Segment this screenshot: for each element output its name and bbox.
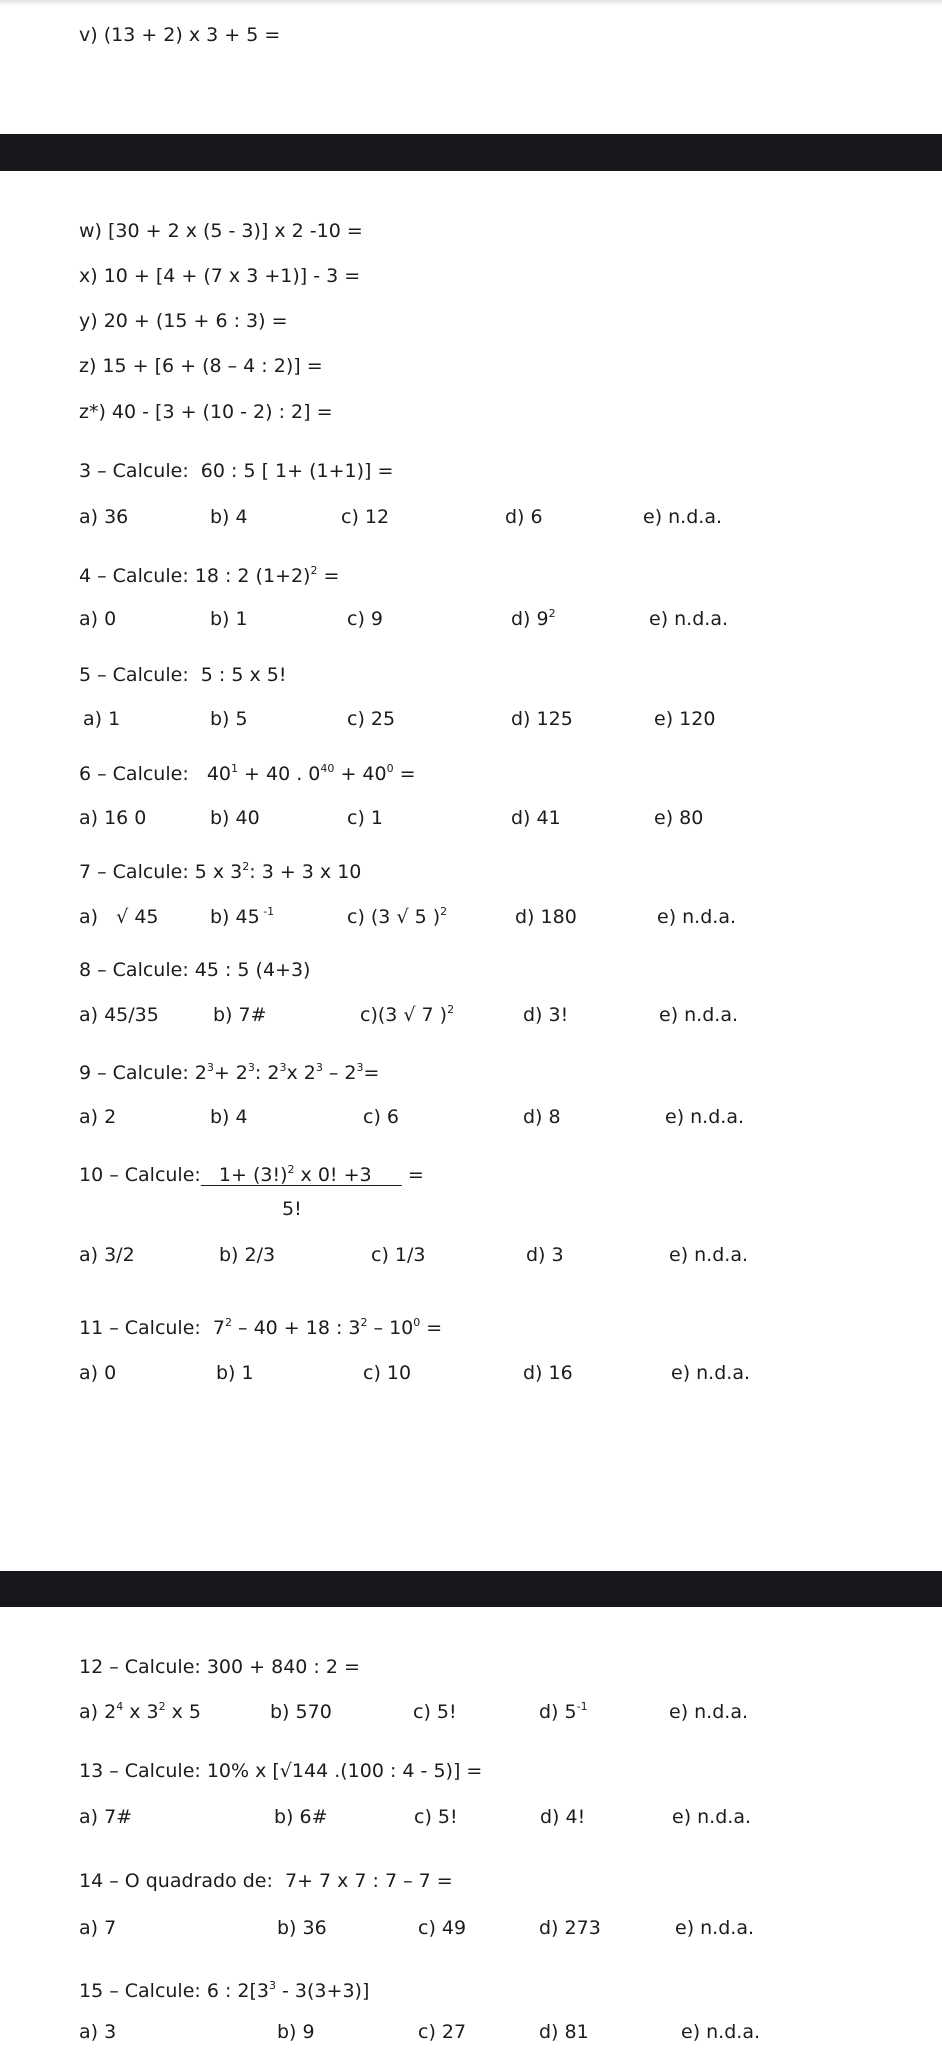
question-3: 3 – Calcule: 60 : 5 [ 1+ (1+1)] =: [79, 460, 394, 482]
q4-option-d: d) $9^2$: [511, 607, 556, 630]
q5-option-e: e) 120: [654, 708, 716, 730]
q3-option-e: e) n.d.a.: [643, 506, 723, 528]
q4-option-e: e) n.d.a.: [649, 608, 729, 630]
q13-option-b: b) 6#: [274, 1806, 328, 1828]
q8-option-b: b) 7#: [213, 1004, 267, 1026]
q12-option-c: c) 5!: [413, 1701, 457, 1723]
q7-option-b: b) 45 $^{-1}$: [210, 905, 275, 928]
question-11: 11 – Calcule: $7^2 - 40 + 18$ : $3^2 - 10^0$ =: [79, 1316, 443, 1339]
q13-option-c: c) 5!: [414, 1806, 458, 1828]
fraction-numerator: $1+ (3!)^2$ x 0! +3: [200, 1163, 402, 1186]
exercise-y: y) 20 + (15 + 6 : 3) =: [79, 310, 288, 332]
q4-option-c: c) 9: [347, 608, 383, 630]
q11-option-d: d) 16: [523, 1362, 573, 1384]
q15-option-d: d) 81: [539, 2021, 589, 2043]
q6-option-c: c) 1: [347, 807, 383, 829]
q15-option-a: a) 3: [79, 2021, 117, 2043]
q9-option-c: c) 6: [363, 1106, 399, 1128]
q13-option-d: d) 4!: [540, 1806, 586, 1828]
exercise-z: z) 15 + [6 + (8 – 4 : 2)] =: [79, 355, 323, 377]
q5-option-b: b) 5: [210, 708, 248, 730]
question-12: 12 – Calcule: 300 + 840 : 2 =: [79, 1656, 360, 1678]
q7-option-a: a) √ 45: [79, 906, 159, 928]
q15-option-b: b) 9: [277, 2021, 315, 2043]
question-14: 14 – O quadrado de: 7+ 7 x 7 : 7 – 7 =: [79, 1870, 453, 1892]
q11-option-e: e) n.d.a.: [671, 1362, 751, 1384]
q7-option-d: d) 180: [515, 906, 577, 928]
question-9: 9 – Calcule: $2^3+ 2^3$: $2^3x$ $2^3 - 2^3=$: [79, 1061, 380, 1084]
q9-option-a: a) 2: [79, 1106, 117, 1128]
q12-option-e: e) n.d.a.: [669, 1701, 749, 1723]
q15-option-c: c) 27: [418, 2021, 467, 2043]
q7-option-c: c) (3 √ 5 )$^2$: [347, 905, 448, 928]
q14-option-e: e) n.d.a.: [675, 1917, 755, 1939]
q11-option-c: c) 10: [363, 1362, 412, 1384]
exercise-x: x) 10 + [4 + (7 x 3 +1)] - 3 =: [79, 265, 361, 287]
q10-option-c: c) 1/3: [371, 1244, 426, 1266]
q13-option-a: a) 7#: [79, 1806, 133, 1828]
q7-option-e: e) n.d.a.: [657, 906, 737, 928]
q12-option-d: d) $5^{-1}$: [539, 1700, 588, 1723]
question-15: 15 – Calcule: 6 : $2[3^3 - 3(3+3)]$: [79, 1979, 370, 2002]
exercise-v: v) (13 + 2) x 3 + 5 =: [79, 24, 281, 46]
q14-option-c: c) 49: [418, 1917, 467, 1939]
question-6: 6 – Calcule: $40^1 + 40$ . $0^{40} + 40^0$ =: [79, 762, 416, 785]
question-8: 8 – Calcule: 45 : 5 (4+3): [79, 959, 311, 981]
q3-option-d: d) 6: [505, 506, 543, 528]
question-5: 5 – Calcule: 5 : 5 x 5!: [79, 664, 287, 686]
q8-option-e: e) n.d.a.: [659, 1004, 739, 1026]
exercise-z-star: z*) 40 - [3 + (10 - 2) : 2] =: [79, 401, 333, 423]
q11-option-b: b) 1: [216, 1362, 254, 1384]
q9-option-d: d) 8: [523, 1106, 561, 1128]
question-13: 13 – Calcule: 10% x [√144 .(100 : 4 - 5)] =: [79, 1760, 483, 1782]
q4-option-a: a) 0: [79, 608, 117, 630]
q11-option-a: a) 0: [79, 1362, 117, 1384]
q6-option-a: a) 16 0: [79, 807, 147, 829]
q10-option-a: a) 3/2: [79, 1244, 135, 1266]
q6-option-e: e) 80: [654, 807, 704, 829]
q4-option-b: b) 1: [210, 608, 248, 630]
q5-option-a: a) 1: [83, 708, 121, 730]
q3-option-c: c) 12: [341, 506, 390, 528]
fraction-denominator: 5!: [282, 1198, 302, 1220]
q14-option-b: b) 36: [277, 1917, 327, 1939]
question-7: 7 – Calcule: 5 x $3^2$: 3 + 3 x 10: [79, 860, 362, 883]
q14-option-d: d) 273: [539, 1917, 601, 1939]
q8-option-d: d) 3!: [523, 1004, 569, 1026]
q13-option-e: e) n.d.a.: [672, 1806, 752, 1828]
q9-option-e: e) n.d.a.: [665, 1106, 745, 1128]
q12-option-a: a) $2^4$ x $3^2$ x 5: [79, 1700, 202, 1723]
q6-option-b: b) 40: [210, 807, 260, 829]
q6-option-d: d) 41: [511, 807, 561, 829]
q9-option-b: b) 4: [210, 1106, 248, 1128]
q3-option-a: a) 36: [79, 506, 129, 528]
q15-option-e: e) n.d.a.: [681, 2021, 761, 2043]
q12-option-b: b) 570: [270, 1701, 332, 1723]
q5-option-c: c) 25: [347, 708, 396, 730]
q5-option-d: d) 125: [511, 708, 573, 730]
q8-option-c: c)(3 √ 7 )$^2$: [360, 1003, 455, 1026]
top-edge-shadow: [0, 0, 942, 6]
q10-option-d: d) 3: [526, 1244, 564, 1266]
q14-option-a: a) 7: [79, 1917, 117, 1939]
q3-option-b: b) 4: [210, 506, 248, 528]
exercise-w: w) [30 + 2 x (5 - 3)] x 2 -10 =: [79, 220, 363, 242]
question-4: 4 – Calcule: 18 : 2 $(1+2)^2$ =: [79, 564, 340, 587]
q10-option-b: b) 2/3: [219, 1244, 276, 1266]
question-10: 10 – Calcule: $1+ (3!)^2$ x 0! +3 =: [79, 1163, 424, 1186]
q10-option-e: e) n.d.a.: [669, 1244, 749, 1266]
page-divider-bar: [0, 134, 942, 171]
q8-option-a: a) 45/35: [79, 1004, 159, 1026]
page-divider-bar-2: [0, 1571, 942, 1607]
